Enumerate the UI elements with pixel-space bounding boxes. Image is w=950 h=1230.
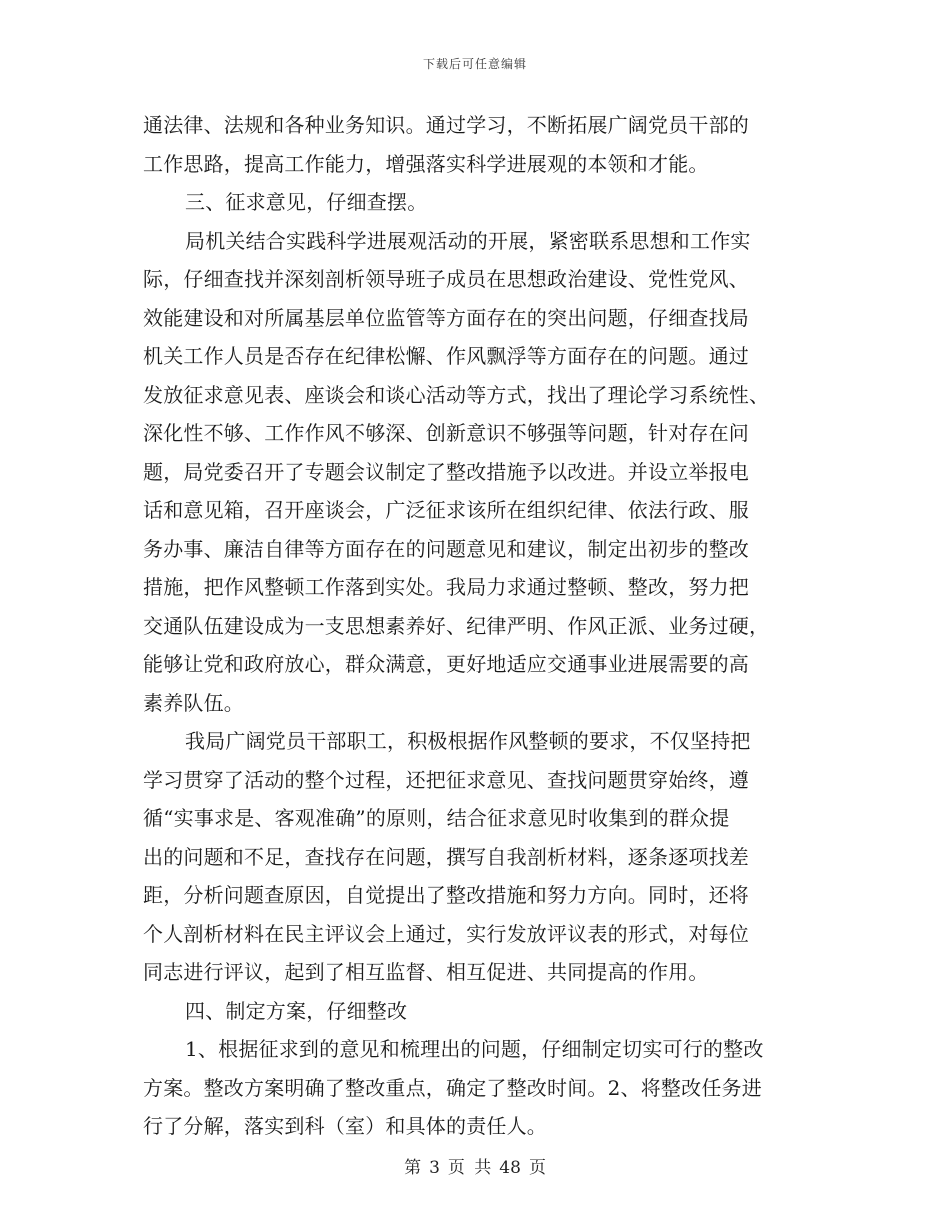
text-line: 深化性不够、工作作风不够深、创新意识不够强等问题，针对存在问 xyxy=(143,421,749,445)
text-line: 机关工作人员是否存在纪律松懈、作风飘浮等方面存在的问题。通过 xyxy=(143,344,749,368)
text-line: 通法律、法规和各种业务知识。通过学习，不断拓展广阔党员干部的 xyxy=(143,113,749,137)
text-line: 措施，把作风整顿工作落到实处。我局力求通过整顿、整改，努力把 xyxy=(143,575,749,599)
section-heading: 四、制定方案，仔细整改 xyxy=(185,998,408,1023)
text-line: 循“实事求是、客观准确”的原则，结合征求意见时收集到的群众提 xyxy=(143,806,730,830)
footer-middle: 页 共 xyxy=(447,1158,492,1178)
text-line: 我局广阔党员干部职工，积极根据作风整顿的要求，不仅坚持把 xyxy=(185,729,751,753)
footer-prefix: 第 xyxy=(404,1158,422,1178)
total-page-count: 48 xyxy=(499,1158,521,1178)
text-line: 题，局党委召开了专题会议制定了整改措施予以改进。并设立举报电 xyxy=(143,459,749,484)
footer-suffix: 页 xyxy=(528,1158,546,1178)
section-heading: 三、征求意见，仔细查摆。 xyxy=(185,190,428,214)
text-line: 距，分析问题查原因，自觉提出了整改措施和努力方向。同时，还将 xyxy=(143,883,749,907)
text-line: 行了分解，落实到科（室）和具体的责任人。 xyxy=(143,1114,547,1138)
text-line: 学习贯穿了活动的整个过程，还把征求意见、查找问题贯穿始终，遵 xyxy=(143,767,749,792)
text-line: 效能建设和对所属基层单位监管等方面存在的突出问题，仔细查找局 xyxy=(143,305,749,330)
text-line: 交通队伍建设成为一支思想素养好、纪律严明、作风正派、业务过硬， xyxy=(143,613,770,638)
text-line: 1、根据征求到的意见和梳理出的问题，仔细制定切实可行的整改 xyxy=(185,1037,764,1061)
text-line: 个人剖析材料在民主评议会上通过，实行发放评议表的形式，对每位 xyxy=(143,921,749,946)
page-footer xyxy=(0,1153,950,1178)
text-line: 同志进行评议，起到了相互监督、相互促进、共同提高的作用。 xyxy=(143,960,709,984)
page-header: 下载后可任意编辑 xyxy=(422,57,527,71)
document-body xyxy=(143,106,815,1146)
text-line: 际，仔细查找并深刻剖析领导班子成员在思想政治建设、党性党风、 xyxy=(143,267,749,291)
text-line: 工作思路，提高工作能力，增强落实科学进展观的本领和才能。 xyxy=(143,151,709,176)
text-line: 素养队伍。 xyxy=(143,690,244,715)
text-line: 务办事、廉洁自律等方面存在的问题意见和建议，制定出初步的整改 xyxy=(143,536,749,561)
text-line: 方案。整改方案明确了整改重点，确定了整改时间。2、将整改任务进 xyxy=(143,1075,762,1100)
current-page-number: 3 xyxy=(429,1158,440,1178)
text-line: 局机关结合实践科学进展观活动的开展，紧密联系思想和工作实 xyxy=(185,228,751,253)
text-line: 出的问题和不足，查找存在问题，撰写自我剖析材料，逐条逐项找差 xyxy=(143,844,749,869)
text-line: 发放征求意见表、座谈会和谈心活动等方式，找出了理论学习系统性、 xyxy=(143,382,770,407)
text-line: 话和意见箱，召开座谈会，广泛征求该所在组织纪律、依法行政、服 xyxy=(143,498,749,522)
text-line: 能够让党和政府放心，群众满意，更好地适应交通事业进展需要的高 xyxy=(143,652,749,676)
